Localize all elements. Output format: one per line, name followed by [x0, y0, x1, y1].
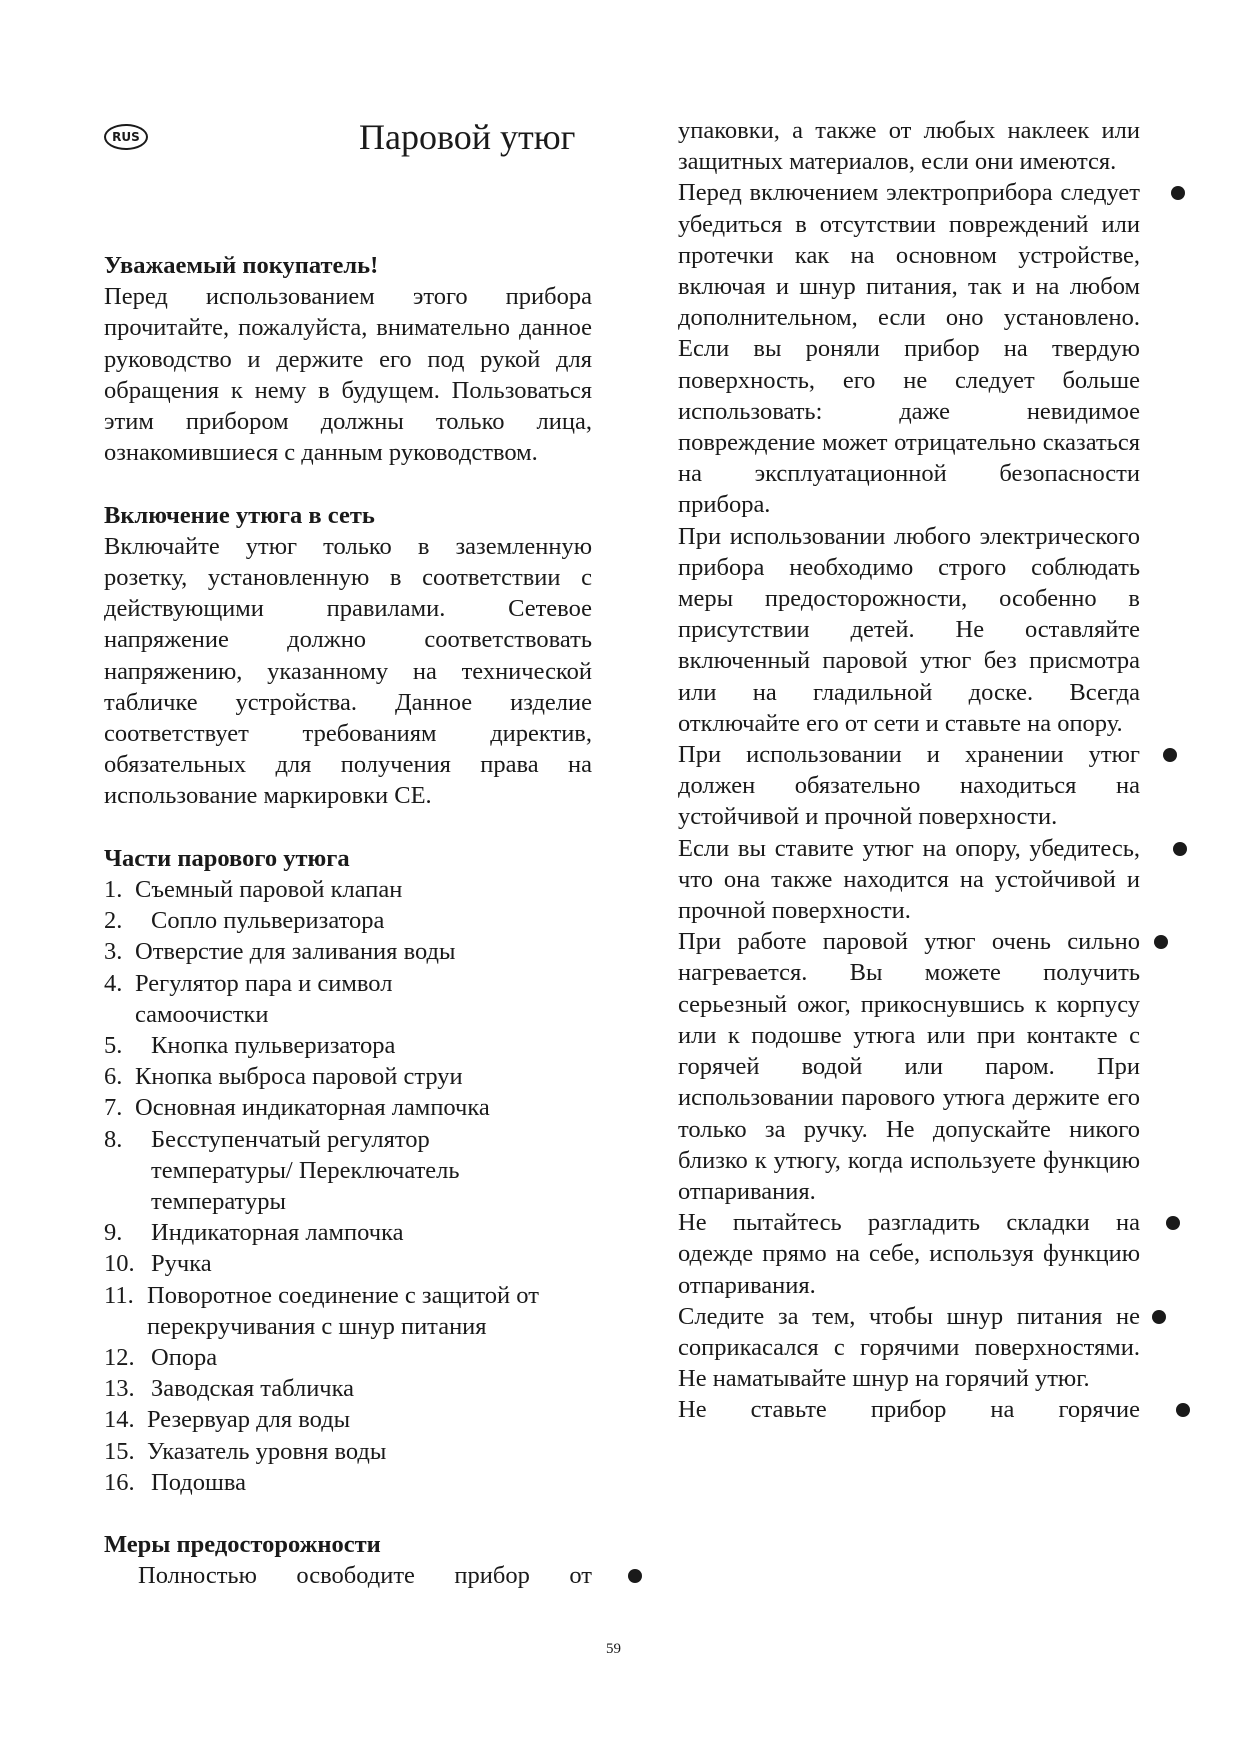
bullet-icon	[1152, 1310, 1166, 1324]
right-column	[678, 115, 1140, 1426]
list-item: 3. Отверстие для заливания воды	[104, 938, 456, 966]
safety-item-3: При использовании и хранении утюг должен обязательно находиться на устойчивой и прочной поверхности.	[678, 739, 1140, 833]
safety-item-6: Не пытайтесь разгладить складки на одежде прямо на себе, используя функцию отпаривания.	[678, 1207, 1140, 1301]
safety-item-8: Не ставьте прибор на горячие	[678, 1394, 1140, 1425]
language-badge: RUS	[104, 124, 148, 150]
bullet-icon	[1154, 935, 1168, 949]
bullet-icon	[1173, 842, 1187, 856]
bullet-icon	[1163, 748, 1177, 762]
intro-text: Перед использованием этого прибора прочитайте, пожалуйста, внимательно данное руководство и держите его под рукой для обращения к нему в будущем. Пользоваться этим прибором должны только лица, ознакомившиеся с данным руководством.	[104, 283, 592, 467]
connection-text: Включайте утюг только в заземленную розетку, установленную в соответствии с действующими правилами. Сетевое напряжение должно соответствовать напряжению, указанному на технической табличке устройства. Данное изделие соответствует требованиям директив, обязательных для получения права на использование маркировки CE.	[104, 532, 592, 810]
list-item: 1. Съемный паровой клапан	[104, 876, 403, 904]
list-item: 7. Основная индикаторная лампочка	[104, 1094, 490, 1122]
list-item: 13. Заводская табличка	[104, 1375, 355, 1403]
bullet-icon	[1176, 1403, 1190, 1417]
list-item: 16. Подошва	[104, 1468, 246, 1496]
parts-list	[104, 874, 592, 1498]
safety-item-5: При работе паровой утюг очень сильно нагревается. Вы можете получить серьезный ожог, прикоснувшись к корпусу или к подошве утюга или при контакте с горячей водой или паром. При использовании парового утюга держите его только за ручку. Не допускайте никого близко к утюгу, когда используете функцию отпаривания.	[678, 926, 1140, 1207]
list-item: 4. Регулятор пара и символ самоочистки	[104, 969, 393, 1028]
page-title: Паровой утюг	[359, 117, 576, 157]
list-item: 8. Бесступенчатый регулятор температуры/ Переключатель температуры	[104, 1125, 460, 1216]
safety-item-4: Если вы ставите утюг на опору, убедитесь, что она также находится на устойчивой и прочной поверхности.	[678, 833, 1140, 927]
list-item: 2. Сопло пульверизатора	[104, 907, 385, 935]
intro-heading: Уважаемый покупатель!	[104, 252, 379, 279]
parts-heading: Части парового утюга	[104, 844, 350, 872]
bullet-icon	[1171, 186, 1185, 200]
safety-item-1-continued: упаковки, а также от любых наклеек или защитных материалов, если они имеются.	[678, 117, 1140, 176]
list-item: 5. Кнопка пульверизатора	[104, 1032, 396, 1060]
list-item: 6. Кнопка выброса паровой струи	[104, 1063, 463, 1091]
list-item: 15. Указатель уровня воды	[104, 1437, 387, 1465]
list-item: 14. Резервуар для воды	[104, 1406, 351, 1434]
page-number: 59	[606, 1641, 621, 1657]
bullet-icon	[628, 1569, 642, 1583]
safety-item-2b: При использовании любого электрического прибора необходимо строго соблюдать меры предосторожности, особенно в присутствии детей. Не оставляйте включенный паровой утюг без присмотра или на гладильной доске. Всегда отключайте его от сети и ставьте на опору.	[678, 522, 1140, 737]
safety-heading: Меры предосторожности	[104, 1531, 381, 1559]
list-item: 12. Опора	[104, 1344, 218, 1372]
connection-heading: Включение утюга в сеть	[104, 501, 375, 529]
bullet-icon	[1166, 1216, 1180, 1230]
list-item: 9. Индикаторная лампочка	[104, 1219, 404, 1247]
safety-item-1: Полностью освободите прибор от	[104, 1560, 592, 1591]
safety-item-2: Перед включением электроприбора следует убедиться в отсутствии повреждений или протечки как на основном устройстве, включая и шнур питания, так и на любом дополнительном, если оно установлено. Если вы роняли прибор на твердую поверхность, его не следует больше использовать: даже невидимое повреждение может отрицательно сказаться на эксплуатационной безопасности прибора.	[678, 177, 1140, 520]
list-item: 10. Ручка	[104, 1250, 212, 1278]
safety-item-7: Следите за тем, чтобы шнур питания не соприкасался с горячими поверхностями. Не наматывайте шнур на горячий утюг.	[678, 1301, 1140, 1395]
list-item: 11. Поворотное соединение с защитой от перекручивания с шнур питания	[104, 1281, 539, 1340]
left-column	[104, 250, 592, 1592]
